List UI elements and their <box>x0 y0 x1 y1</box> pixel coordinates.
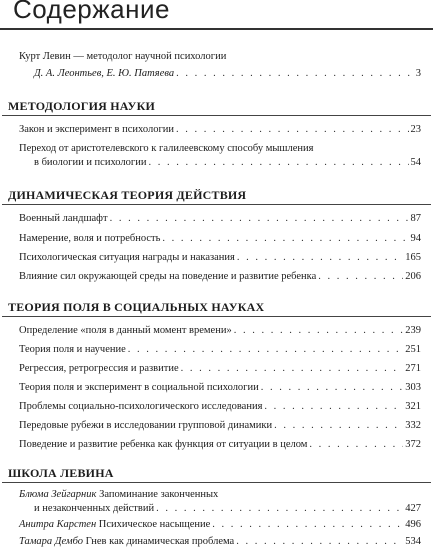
toc-entry <box>19 251 421 264</box>
entry-title: Военный ландшафт <box>19 213 108 224</box>
page-number: 496 <box>405 519 421 530</box>
section-divider <box>2 115 431 116</box>
toc-entry <box>34 156 421 169</box>
page-number: 372 <box>405 439 421 450</box>
leader-dots <box>110 212 409 225</box>
entry-title: Теория поля и научение <box>19 344 126 355</box>
page-number: 427 <box>405 503 421 514</box>
entry-title-cont: и незаконченных действий <box>34 503 155 514</box>
leader-dots <box>156 502 403 515</box>
toc-entry <box>19 419 421 432</box>
toc-entry <box>19 123 421 136</box>
page-number: 332 <box>405 420 421 431</box>
leader-dots <box>176 123 409 136</box>
toc-entry <box>19 381 421 394</box>
page-number: 321 <box>405 401 421 412</box>
title-divider <box>0 28 433 30</box>
leader-dots <box>128 343 403 356</box>
leader-dots <box>309 438 403 451</box>
entry-title: Переход от аристотелевского к галилеевскому способу мышления <box>19 143 314 154</box>
entry-title: Влияние сил окружающей среды на поведение и развитие ребенка <box>19 271 317 282</box>
section-heading: ТЕОРИЯ ПОЛЯ В СОЦИАЛЬНЫХ НАУКАХ <box>8 300 265 314</box>
entry-title: Передовые рубежи в исследовании групповой динамики <box>19 420 273 431</box>
leader-dots <box>212 518 403 531</box>
section-heading: МЕТОДОЛОГИЯ НАУКИ <box>8 99 156 113</box>
leader-dots <box>264 400 403 413</box>
leader-dots <box>162 232 408 245</box>
leader-dots <box>318 270 403 283</box>
page-number: 54 <box>410 157 421 168</box>
entry-author: Анитра Карстен <box>19 519 97 530</box>
entry-title: Психологическая ситуация награды и наказания <box>19 252 235 263</box>
section-heading: ДИНАМИЧЕСКАЯ ТЕОРИЯ ДЕЙСТВИЯ <box>8 188 247 202</box>
section-divider <box>2 482 431 483</box>
page-number: 303 <box>405 382 421 393</box>
section-divider <box>2 204 431 205</box>
entry-title: Поведение и развитие ребенка как функция от ситуации в целом <box>19 439 308 450</box>
leader-dots <box>176 67 414 80</box>
toc-entry <box>19 212 421 225</box>
page-number: 206 <box>405 271 421 282</box>
page-number: 271 <box>405 363 421 374</box>
page-number: 23 <box>410 124 421 135</box>
leader-dots <box>148 156 408 169</box>
page-number: 239 <box>405 325 421 336</box>
leader-dots <box>237 251 403 264</box>
section-heading: ШКОЛА ЛЕВИНА <box>8 466 114 480</box>
toc-entry <box>19 400 421 413</box>
entry-title: Определение «поля в данный момент времени» <box>19 325 232 336</box>
section-divider <box>2 316 431 317</box>
entry-title: Психическое насыщение <box>98 519 211 530</box>
page-number: 165 <box>405 252 421 263</box>
toc-entry <box>19 535 421 548</box>
page-number: 87 <box>410 213 421 224</box>
entry-author: Тамара Дембо <box>19 536 83 547</box>
leader-dots <box>236 535 403 548</box>
toc-entry <box>19 324 421 337</box>
entry-title: Запоминание законченных <box>99 489 219 500</box>
toc-entry <box>19 232 421 245</box>
toc-entry-first-line <box>19 488 218 501</box>
intro-title: Курт Левин — методолог научной психологии <box>19 51 227 62</box>
entry-title: Теория поля и эксперимент в социальной психологии <box>19 382 259 393</box>
entry-title: Гнев как динамическая проблема <box>85 536 235 547</box>
page-number: 94 <box>410 233 421 244</box>
toc-entry <box>19 343 421 356</box>
toc-entry <box>19 518 421 531</box>
entry-title: Проблемы социально-психологического исследования <box>19 401 263 412</box>
toc-entry <box>19 438 421 451</box>
page-title: Содержание <box>13 0 170 24</box>
toc-entry <box>19 362 421 375</box>
leader-dots <box>181 362 404 375</box>
toc-entry <box>19 270 421 283</box>
intro-authors-line <box>34 67 421 80</box>
entry-author: Блюма Зейгарник <box>19 489 97 500</box>
entry-title-cont: в биологии и психологии <box>34 157 147 168</box>
entry-title: Регрессия, ретрогрессия и развитие <box>19 363 179 374</box>
leader-dots <box>261 381 404 394</box>
page-number: 3 <box>415 68 421 79</box>
entry-title: Закон и эксперимент в психологии <box>19 124 174 135</box>
toc-entry <box>34 502 421 515</box>
page-number: 534 <box>405 536 421 547</box>
intro-authors: Д. А. Леонтьев, Е. Ю. Патяева <box>34 68 175 79</box>
entry-title: Намерение, воля и потребность <box>19 233 161 244</box>
page-number: 251 <box>405 344 421 355</box>
leader-dots <box>274 419 403 432</box>
leader-dots <box>234 324 404 337</box>
